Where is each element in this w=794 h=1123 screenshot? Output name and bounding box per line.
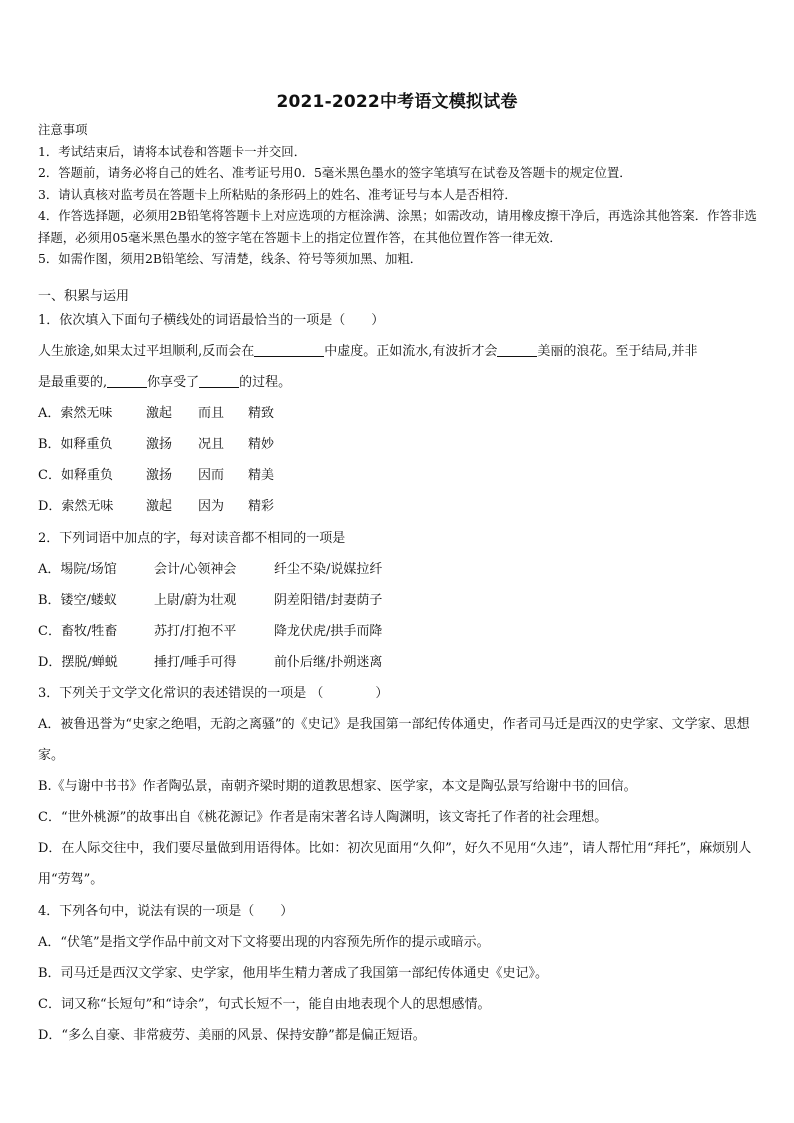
blank-line	[254, 342, 324, 357]
question-stem: 4．下列各句中，说法有误的一项是（ ）	[38, 904, 294, 919]
option-b: B.《与谢中书书》作者陶弘景，南朝齐梁时期的道教思想家、医学家，本文是陶弘景写给谢中书的回信。	[38, 779, 637, 794]
question-stem: 3．下列关于文学文化常识的表述错误的一项是 （ ）	[38, 686, 389, 701]
option-d: D．索然无味 激起 因为 精彩	[38, 499, 275, 514]
blank-line	[199, 373, 239, 388]
option-c: C．词又称“长短句”和“诗余”，句式长短不一，能自由地表现个人的思想感情。	[38, 997, 491, 1012]
notice-block	[38, 119, 758, 270]
question-2	[38, 523, 758, 678]
option-a: A．埸院/场馆 会计/心领神会 纤尘不染/说媒拉纤	[38, 562, 383, 577]
option-b: B．镂空/蝼蚁 上尉/蔚为壮观 阴差阳错/封妻荫子	[38, 593, 383, 608]
option-c: C．“世外桃源”的故事出自《桃花源记》作者是南宋著名诗人陶渊明，该文寄托了作者的社会理想。	[38, 810, 608, 825]
option-c: C．畜牧/牲畜 苏打/打抱不平 降龙伏虎/拱手而降	[38, 624, 383, 639]
option-a: A．被鲁迅誉为“史家之绝唱，无韵之离骚”的《史记》是我国第一部纪传体通史，作者司马迁是西汉的史学家、文学家、思想家。	[38, 717, 750, 763]
page-title: 2021-2022中考语文模拟试卷	[276, 92, 518, 112]
blank-line	[497, 342, 537, 357]
notice-heading: 注意事项	[38, 122, 88, 137]
question-3	[38, 678, 758, 895]
blank-line	[107, 373, 147, 388]
option-c: C．如释重负 激扬 因而 精美	[38, 468, 275, 483]
question-stem: 1．依次填入下面句子横线处的词语最恰当的一项是（ ）	[38, 313, 385, 328]
notice-item: 1．考试结束后，请将本试卷和答题卡一并交回．	[38, 143, 307, 159]
question-1	[38, 305, 758, 522]
option-b: B．如释重负 激扬 况且 精妙	[38, 437, 275, 452]
option-b: B．司马迁是西汉文学家、史学家，他用毕生精力著成了我国第一部纪传体通史《史记》。	[38, 966, 549, 981]
option-d: D．摆脱/蝉蜕 捶打/唾手可得 前仆后继/扑朔迷离	[38, 655, 383, 670]
option-d: D．在人际交往中，我们要尽量做到用语得体。比如：初次见面用“久仰”，好久不见用“久违”，请人帮忙用“拜托”，麻烦别人用“劳驾”。	[38, 841, 752, 887]
option-d: D．“多么自豪、非常疲劳、美丽的风景、保持安静”都是偏正短语。	[38, 1028, 426, 1043]
section-heading: 一、积累与运用	[38, 289, 130, 304]
notice-item: 5．如需作图，须用2B铅笔绘、写清楚，线条、符号等须加黑、加粗．	[38, 251, 423, 266]
question-stem: 2．下列词语中加点的字，每对读音都不相同的一项是	[38, 531, 346, 546]
option-a: A．“伏笔”是指文学作品中前文对下文将要出现的内容预先所作的提示或暗示。	[38, 935, 490, 950]
question-4	[38, 896, 758, 1051]
notice-item: 4．作答选择题，必须用2B铅笔将答题卡上对应选项的方框涂满、涂黑；如需改动，请用橡皮擦干净后，再选涂其他答案．作答非选择题，必须用05毫米黑色墨水的签字笔在答题卡上的指定位置作答，在其他位置作答一律无效．	[38, 208, 757, 245]
notice-item: 3．请认真核对监考员在答题卡上所粘贴的条形码上的姓名、准考证号与本人是否相符．	[38, 186, 517, 202]
notice-item: 2．答题前，请务必将自己的姓名、准考证号用0．5毫米黑色墨水的签字笔填写在试卷及答题卡的规定位置．	[38, 165, 632, 180]
question-passage-line: 人生旅途,如果太过平坦顺利,反而会在 中虚度。正如流水,有波折才会 美丽的浪花。至于结局,并非	[38, 344, 698, 359]
option-a: A．索然无味 激起 而且 精致	[38, 406, 275, 421]
question-passage-line: 是最重要的, 你享受了 的过程。	[38, 375, 292, 390]
